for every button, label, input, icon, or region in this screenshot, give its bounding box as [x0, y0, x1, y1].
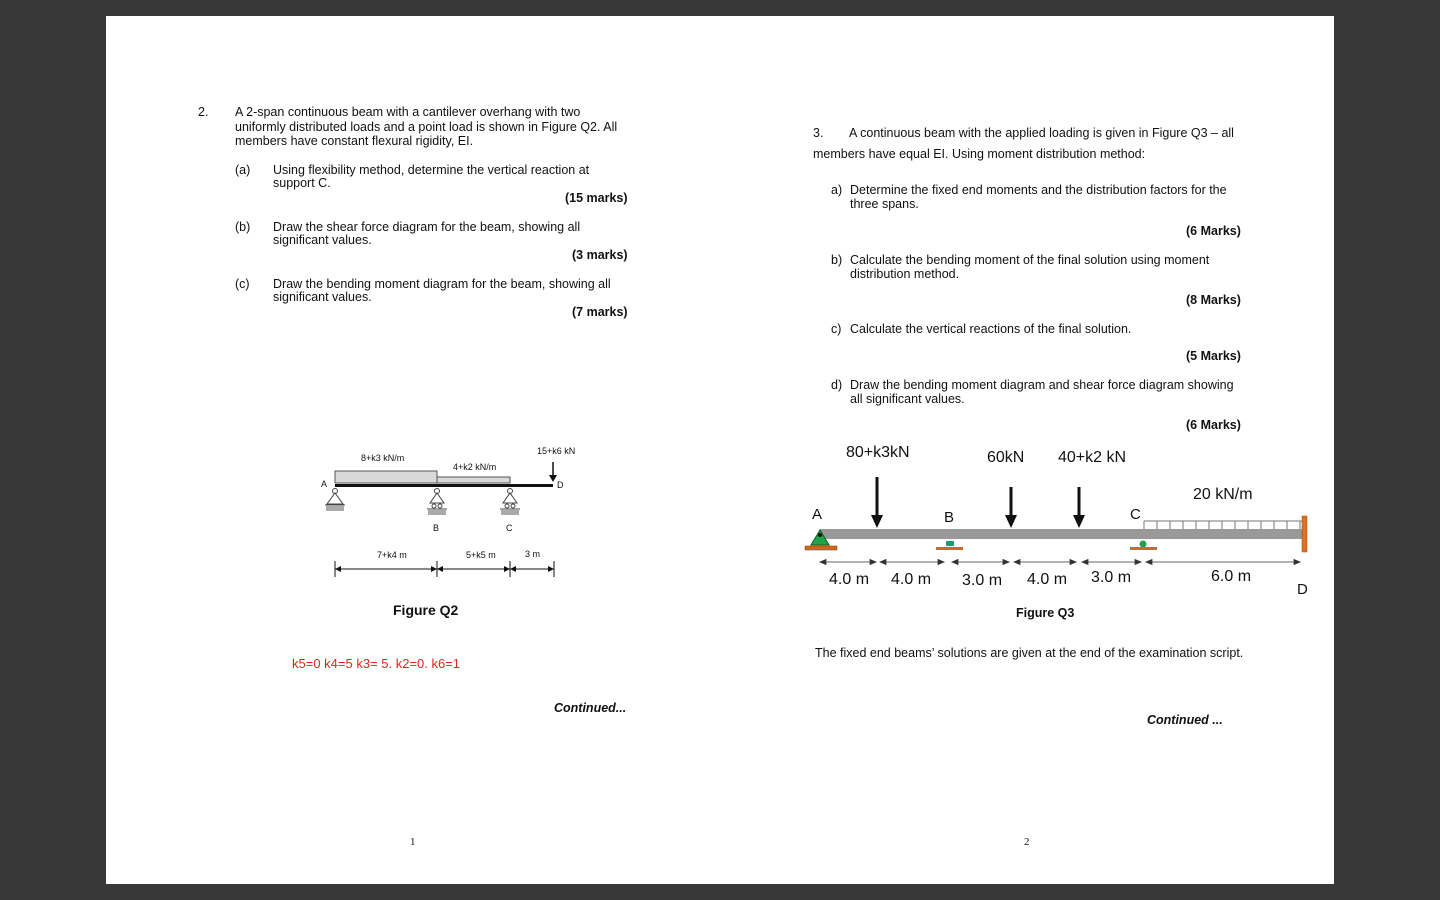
- dimension-1-label: 7+k4 m: [377, 550, 407, 560]
- part-b-text-line-1: Draw the shear force diagram for the beam, showing all: [273, 220, 581, 234]
- part-3d-label: d): [831, 378, 843, 392]
- node-b-label: B: [433, 523, 440, 533]
- udl2-label: 4+k2 kN/m: [453, 462, 497, 472]
- point-load-1-arrow: [871, 477, 883, 528]
- k-values-note: k5=0 k4=5 k3= 5. k2=0. k6=1: [292, 656, 461, 671]
- right-page-number: 2: [1024, 836, 1030, 848]
- question-3-number: 3.: [813, 126, 824, 140]
- part-a-marks: (15 marks): [565, 191, 628, 205]
- question-2-number: 2.: [198, 105, 209, 119]
- part-c-label: (c): [235, 277, 250, 291]
- document-sheet: [106, 16, 1334, 884]
- part-a-text-line-2: support C.: [273, 176, 331, 190]
- dimension-q3-3: 3.0 m: [962, 572, 1003, 589]
- left-page-number: 1: [410, 836, 416, 848]
- dimension-q3-5: 3.0 m: [1091, 569, 1132, 586]
- load-3-label: 40+k2 kN: [1058, 449, 1127, 466]
- dimension-2-label: 5+k5 m: [466, 550, 496, 560]
- load-2-label: 60kN: [987, 449, 1025, 466]
- dimension-q3-2: 4.0 m: [891, 571, 932, 588]
- part-3c-text-line-1: Calculate the vertical reactions of the final solution.: [850, 322, 1132, 336]
- part-c-marks: (7 marks): [572, 305, 628, 319]
- part-3d-marks: (6 Marks): [1186, 418, 1241, 432]
- support-b-roller-q3: [936, 541, 963, 550]
- part-3b-label: b): [831, 253, 843, 267]
- right-continued: Continued ...: [1147, 713, 1223, 727]
- udl1-label: 8+k3 kN/m: [361, 453, 405, 463]
- dimension-line-q3: [820, 560, 1300, 565]
- figure-q3-diagram: [106, 16, 1334, 884]
- figure-q3-caption: Figure Q3: [1016, 606, 1075, 620]
- part-b-marks: (3 marks): [572, 248, 628, 262]
- part-c-text-line-2: significant values.: [273, 290, 372, 304]
- left-continued: Continued...: [554, 701, 627, 715]
- part-3a-marks: (6 Marks): [1186, 224, 1241, 238]
- question-3-intro-line-1: A continuous beam with the applied loading is given in Figure Q3 – all: [849, 126, 1234, 140]
- part-3d-text-line-1: Draw the bending moment diagram and shear force diagram showing: [850, 378, 1234, 392]
- part-3b-marks: (8 Marks): [1186, 293, 1241, 307]
- node-b-q3: B: [944, 509, 955, 526]
- part-3b-text-line-1: Calculate the bending moment of the final solution using moment: [850, 253, 1210, 267]
- point-load-2-arrow: [1005, 487, 1017, 528]
- beam-q3: [820, 529, 1303, 539]
- part-a-text-line-1: Using flexibility method, determine the vertical reaction at: [273, 163, 590, 177]
- fixed-end-note: The fixed end beams’ solutions are given at the end of the examination script.: [815, 646, 1244, 660]
- load-1-label: 80+k3kN: [846, 444, 910, 461]
- part-b-text-line-2: significant values.: [273, 233, 372, 247]
- part-3a-text-line-1: Determine the fixed end moments and the distribution factors for the: [850, 183, 1227, 197]
- node-c-label: C: [506, 523, 513, 533]
- node-d-q3: D: [1297, 581, 1308, 598]
- node-a-label: A: [321, 479, 328, 489]
- dimension-q3-1: 4.0 m: [829, 571, 870, 588]
- support-c-roller-q3: [1130, 541, 1157, 551]
- part-a-label: (a): [235, 163, 251, 177]
- part-3b-text-line-2: distribution method.: [850, 267, 960, 281]
- part-3a-label: a): [831, 183, 843, 197]
- part-3d-text-line-2: all significant values.: [850, 392, 965, 406]
- part-3c-label: c): [831, 322, 842, 336]
- part-3c-marks: (5 Marks): [1186, 349, 1241, 363]
- node-a-q3: A: [812, 506, 823, 523]
- part-c-text-line-1: Draw the bending moment diagram for the beam, showing all: [273, 277, 611, 291]
- question-2-intro-line-2: uniformly distributed loads and a point load is shown in Figure Q2. All: [235, 120, 618, 134]
- question-2-intro-line-1: A 2-span continuous beam with a cantilever overhang with two: [235, 105, 581, 119]
- figure-q2-caption: Figure Q2: [393, 602, 459, 618]
- node-c-q3: C: [1130, 506, 1141, 523]
- node-d-label: D: [557, 480, 564, 490]
- dimension-q3-4: 4.0 m: [1027, 571, 1068, 588]
- question-2-intro-line-3: members have constant flexural rigidity, EI.: [235, 134, 474, 148]
- dimension-3-label: 3 m: [525, 549, 541, 559]
- point-load-3-arrow: [1073, 487, 1085, 528]
- udl-hatch-q3: [1144, 521, 1302, 529]
- part-3a-text-line-2: three spans.: [850, 197, 919, 211]
- dimension-q3-6: 6.0 m: [1211, 568, 1252, 585]
- fixed-support-d: [1302, 516, 1307, 552]
- question-3-intro-line-2: members have equal EI. Using moment distribution method:: [813, 147, 1146, 161]
- part-b-label: (b): [235, 220, 251, 234]
- point-load-label: 15+k6 kN: [537, 446, 576, 456]
- udl-label: 20 kN/m: [1193, 486, 1253, 503]
